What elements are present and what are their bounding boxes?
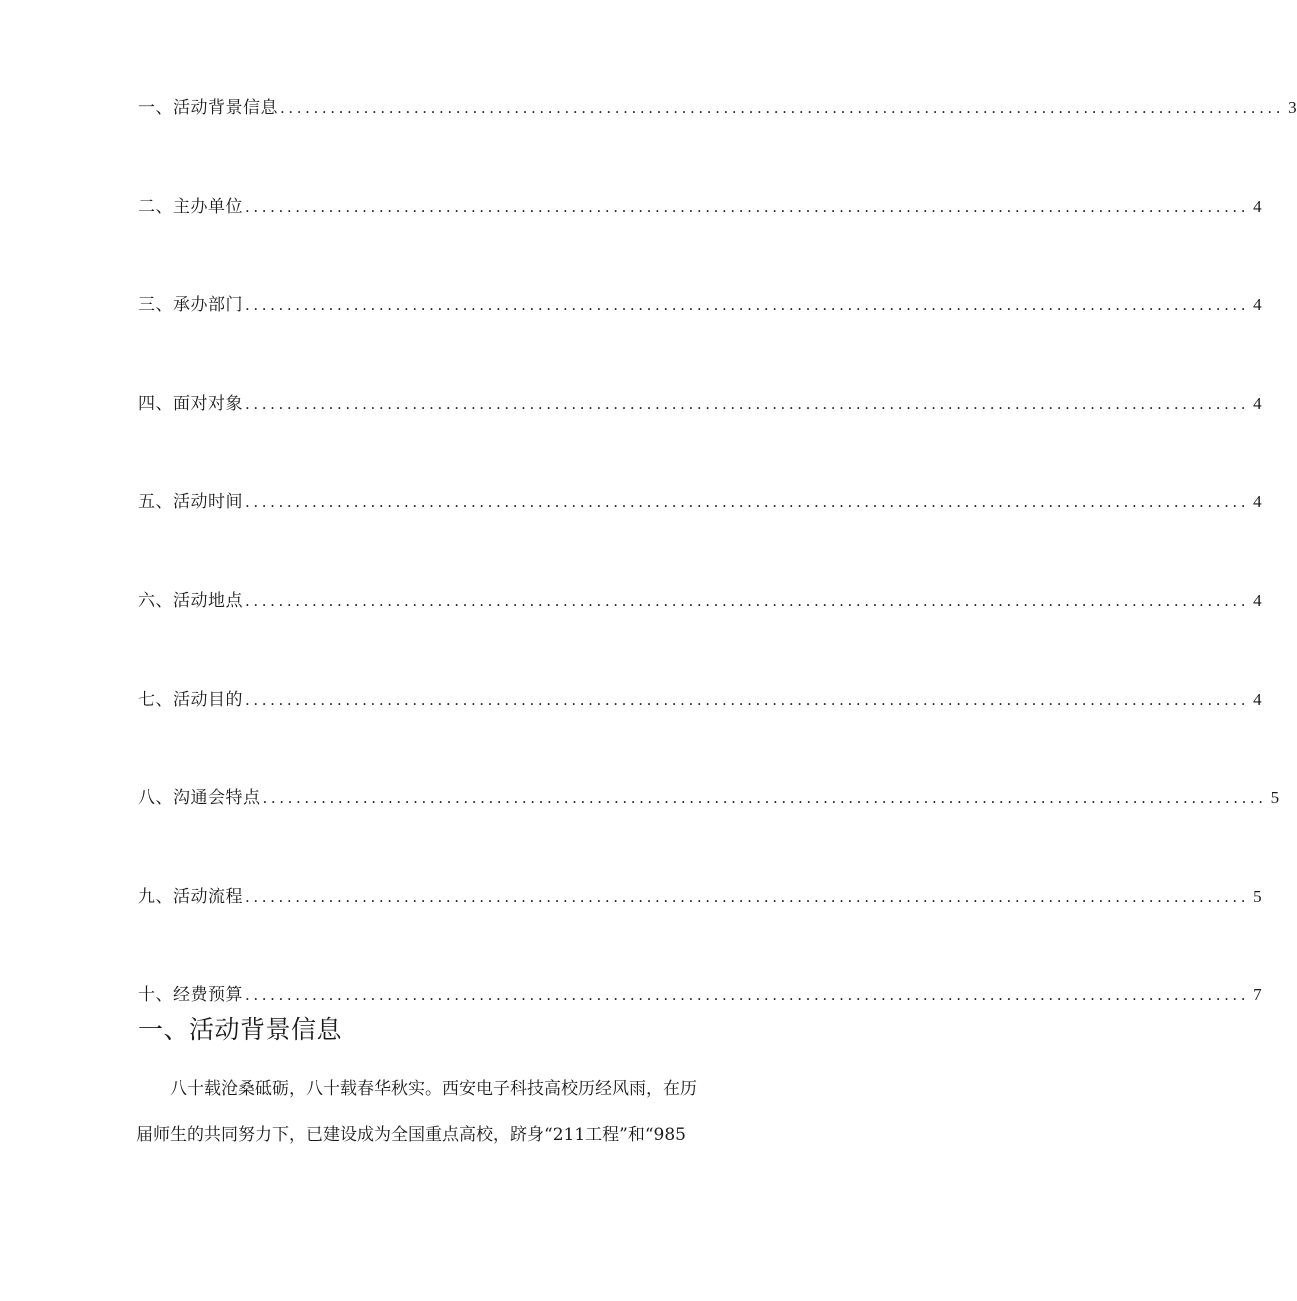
toc-entry[interactable]	[138, 885, 1262, 909]
toc-leader-dots: ........................................................................................................................	[245, 493, 1250, 512]
toc-entry-label: 九、活动流程	[138, 886, 243, 907]
paragraph-line: 届师生的共同努力下，已建设成为全国重点高校，跻身“211工程”和“985	[136, 1125, 686, 1145]
toc-leader-dots: ........................................................................................................................	[245, 690, 1250, 709]
toc-entry-page: 4	[1253, 492, 1262, 512]
toc-entry[interactable]	[138, 786, 1280, 810]
toc-entry-page: 4	[1253, 393, 1262, 413]
toc-entry-label: 三、承办部门	[138, 295, 243, 316]
toc-entry-page: 4	[1253, 196, 1262, 216]
toc-entry[interactable]	[138, 688, 1262, 712]
toc-leader-dots: ........................................................................................................................	[245, 591, 1250, 610]
body-paragraph	[136, 1066, 784, 1158]
toc-entry[interactable]	[138, 392, 1262, 416]
paragraph-line: 八十载沧桑砥砺，八十载春华秋实。西安电子科技高校历经风雨，在历	[170, 1079, 697, 1099]
toc-entry-page: 7	[1253, 985, 1262, 1005]
toc-entry-label: 一、活动背景信息	[138, 98, 278, 118]
toc-entry-page: 5	[1270, 788, 1280, 808]
toc-entry-label: 四、面对对象	[138, 393, 243, 414]
toc-entry-page: 3	[1288, 98, 1297, 117]
toc-entry[interactable]	[138, 195, 1262, 219]
section-heading: 一、活动背景信息	[138, 1015, 343, 1044]
toc-entry-label: 八、沟通会特点	[138, 788, 261, 809]
toc-leader-dots: ........................................................................................................................	[280, 99, 1285, 117]
toc-leader-dots: ........................................................................................................................	[262, 789, 1267, 808]
toc-entry-label: 七、活动目的	[138, 689, 243, 710]
toc-entry[interactable]	[138, 589, 1262, 613]
toc-entry[interactable]	[138, 96, 1297, 120]
toc-leader-dots: ........................................................................................................................	[245, 197, 1250, 216]
toc-entry-page: 4	[1253, 689, 1262, 709]
toc-entry[interactable]	[138, 490, 1262, 514]
table-of-contents	[138, 96, 1297, 1082]
toc-entry-label: 十、经费预算	[138, 985, 243, 1006]
toc-entry-label: 五、活动时间	[138, 492, 243, 513]
toc-entry-label: 二、主办单位	[138, 196, 243, 217]
toc-leader-dots: ........................................................................................................................	[245, 887, 1250, 906]
toc-leader-dots: ........................................................................................................................	[245, 296, 1250, 315]
toc-leader-dots: ........................................................................................................................	[245, 394, 1250, 413]
toc-entry-page: 5	[1253, 886, 1262, 906]
toc-entry-label: 六、活动地点	[138, 590, 243, 611]
toc-entry-page: 4	[1253, 590, 1262, 610]
toc-entry[interactable]	[138, 983, 1262, 1007]
toc-leader-dots: ........................................................................................................................	[245, 986, 1250, 1005]
toc-entry[interactable]	[138, 293, 1262, 317]
toc-entry-page: 4	[1253, 295, 1262, 315]
